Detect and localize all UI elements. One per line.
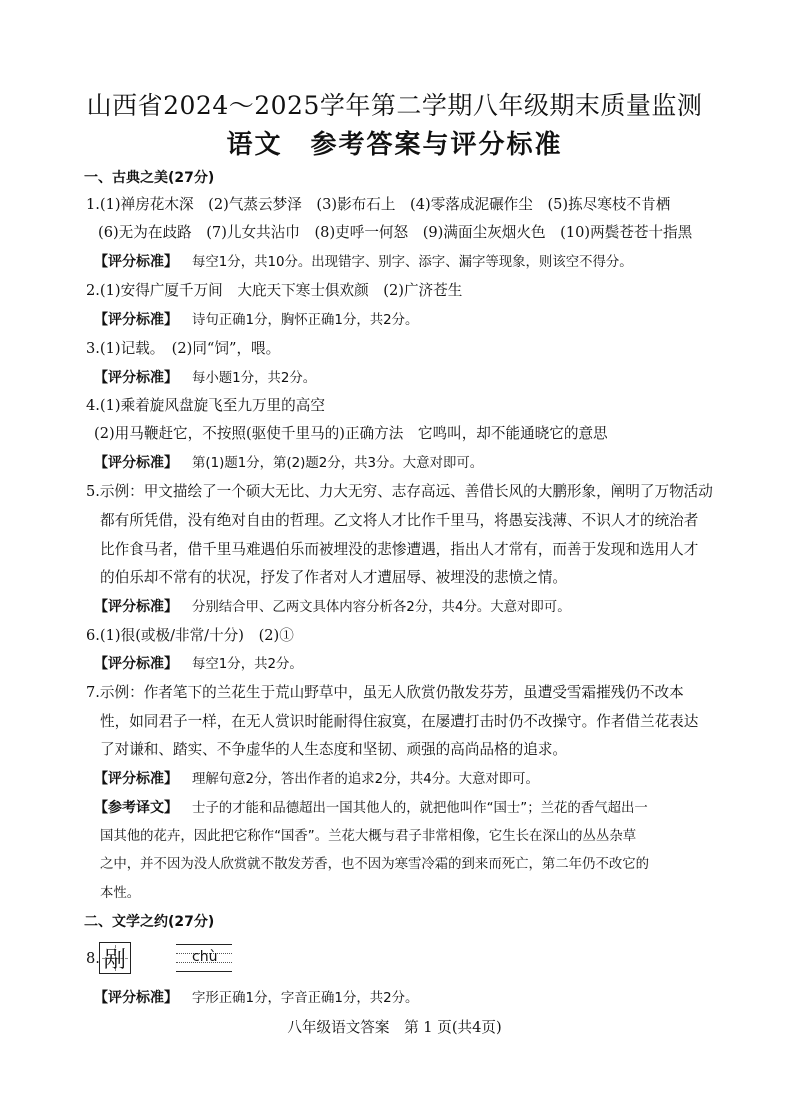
scoring-text: 分别结合甲、乙两文具体内容分析各2分，共4分。大意对即可。 xyxy=(192,600,571,615)
scoring-text: 字形正确1分，字音正确1分，共2分。 xyxy=(192,991,419,1006)
q5-scoring xyxy=(94,597,571,618)
q7-answer-line2: 性，如同君子一样，在无人赏识时能耐得住寂寞，在屡遭打击时仍不改操守。作者借兰花表达 xyxy=(100,713,699,730)
pinyin-rule-top xyxy=(176,944,232,945)
scoring-text: 每小题1分，共2分。 xyxy=(192,371,317,386)
q4-answer-line2: (2)用马鞭赶它，不按照(驱使千里马的)正确方法 它鸣叫，却不能通晓它的意思 xyxy=(94,425,608,442)
exam-title: 山西省2024～2025学年第二学期八年级期末质量监测 xyxy=(86,91,703,120)
q7-scoring xyxy=(94,769,539,790)
q8-number: 8. xyxy=(86,950,100,967)
translation-line3: 之中，并不因为没人欣赏就不散发芳香，也不因为寒雪冷霜的到来而死亡，第二年仍不改它的 xyxy=(100,857,650,872)
q7-answer-line3: 了对谦和、踏实、不争虚华的人生态度和坚韧、顽强的高尚品格的追求。 xyxy=(100,741,568,758)
q2-answer-line1: 2.(1)安得广厦千万间 大庇天下寒士俱欢颜 (2)广济苍生 xyxy=(86,282,463,299)
scoring-text: 每空1分，共2分。 xyxy=(192,657,303,672)
scoring-tag: 【评分标准】 xyxy=(94,599,178,615)
pinyin-writing-lines xyxy=(176,944,232,974)
character-grid-box xyxy=(99,942,131,974)
scoring-text: 诗句正确1分，胸怀正确1分，共2分。 xyxy=(192,313,419,328)
q3-scoring xyxy=(94,368,316,389)
scoring-text: 每空1分，共10分。出现错字、别字、添字、漏字等现象，则该空不得分。 xyxy=(192,255,633,270)
q2-scoring xyxy=(94,310,418,331)
scoring-tag: 【评分标准】 xyxy=(94,254,178,270)
translation-line4: 本性。 xyxy=(100,886,141,901)
document-subtitle: 语文 参考答案与评分标准 xyxy=(226,130,563,160)
scoring-tag: 【评分标准】 xyxy=(94,656,178,672)
scoring-tag: 【评分标准】 xyxy=(94,455,178,471)
pinyin-rule-bottom xyxy=(176,971,232,972)
scoring-tag: 【评分标准】 xyxy=(94,370,178,386)
q8-pinyin: chù xyxy=(192,949,218,965)
q8-scoring xyxy=(94,988,418,1009)
q5-answer-line2: 都有所凭借，没有绝对自由的哲理。乙文将人才比作千里马，将愚妄浅薄、不识人才的统治者 xyxy=(100,512,699,529)
q5-answer-line3: 比作食马者，借千里马难遇伯乐而被埋没的悲惨遭遇，指出人才常有，而善于发现和选用人才 xyxy=(100,541,699,558)
q5-answer-line4: 的伯乐却不常有的状况，抒发了作者对人才遭屈辱、被埋没的悲愤之情。 xyxy=(100,569,568,586)
q5-answer-line1: 5.示例：甲文描绘了一个硕大无比、力大无穷、志存高远、善借长风的大鹏形象，阐明了万物活动 xyxy=(86,483,713,500)
scoring-tag: 【评分标准】 xyxy=(94,312,178,328)
translation-tag: 【参考译文】 xyxy=(94,800,178,816)
translation-line1 xyxy=(94,798,648,819)
q1-answer-line2: (6)无为在歧路 (7)儿女共沾巾 (8)吏呼一何怒 (9)满面尘灰烟火色 (10)两鬓苍苍十指黑 xyxy=(98,224,693,241)
q7-answer-line1: 7.示例：作者笔下的兰花生于荒山野草中，虽无人欣赏仍散发芬芳，虽遭受雪霜摧残仍不改本 xyxy=(86,684,684,701)
section-heading-literature: 二、文学之约(27分) xyxy=(84,914,215,930)
scoring-text: 理解句意2分，答出作者的追求2分，共4分。大意对即可。 xyxy=(192,772,539,787)
q6-scoring xyxy=(94,654,303,675)
page-footer: 八年级语文答案 第 1 页(共4页) xyxy=(287,1019,502,1036)
scoring-tag: 【评分标准】 xyxy=(94,771,178,787)
q3-answer-line1: 3.(1)记载。 (2)同“饲”，喂。 xyxy=(86,340,281,357)
q4-answer-line1: 4.(1)乘着旋风盘旋飞至九万里的高空 xyxy=(86,397,325,414)
q6-answer-line1: 6.(1)很(或极/非常/十分) (2)① xyxy=(86,627,294,644)
section-heading-classics: 一、古典之美(27分) xyxy=(84,170,215,186)
q8-character: 剐 xyxy=(103,947,126,973)
scoring-tag: 【评分标准】 xyxy=(94,990,178,1006)
q1-scoring xyxy=(94,252,633,273)
scoring-text: 第(1)题1分，第(2)题2分，共3分。大意对即可。 xyxy=(192,456,484,471)
q1-answer-line1: 1.(1)禅房花木深 (2)气蒸云梦泽 (3)影布石上 (4)零落成泥碾作尘 (5)拣尽寒枝不肯栖 xyxy=(86,196,671,213)
translation-line2: 国其他的花卉，因此把它称作“国香”。兰花大概与君子非常相像，它生长在深山的丛丛杂草 xyxy=(100,829,637,844)
q4-scoring xyxy=(94,453,483,474)
translation-text: 士子的才能和品德超出一国其他人的，就把他叫作“国士”；兰花的香气超出一 xyxy=(192,801,648,816)
